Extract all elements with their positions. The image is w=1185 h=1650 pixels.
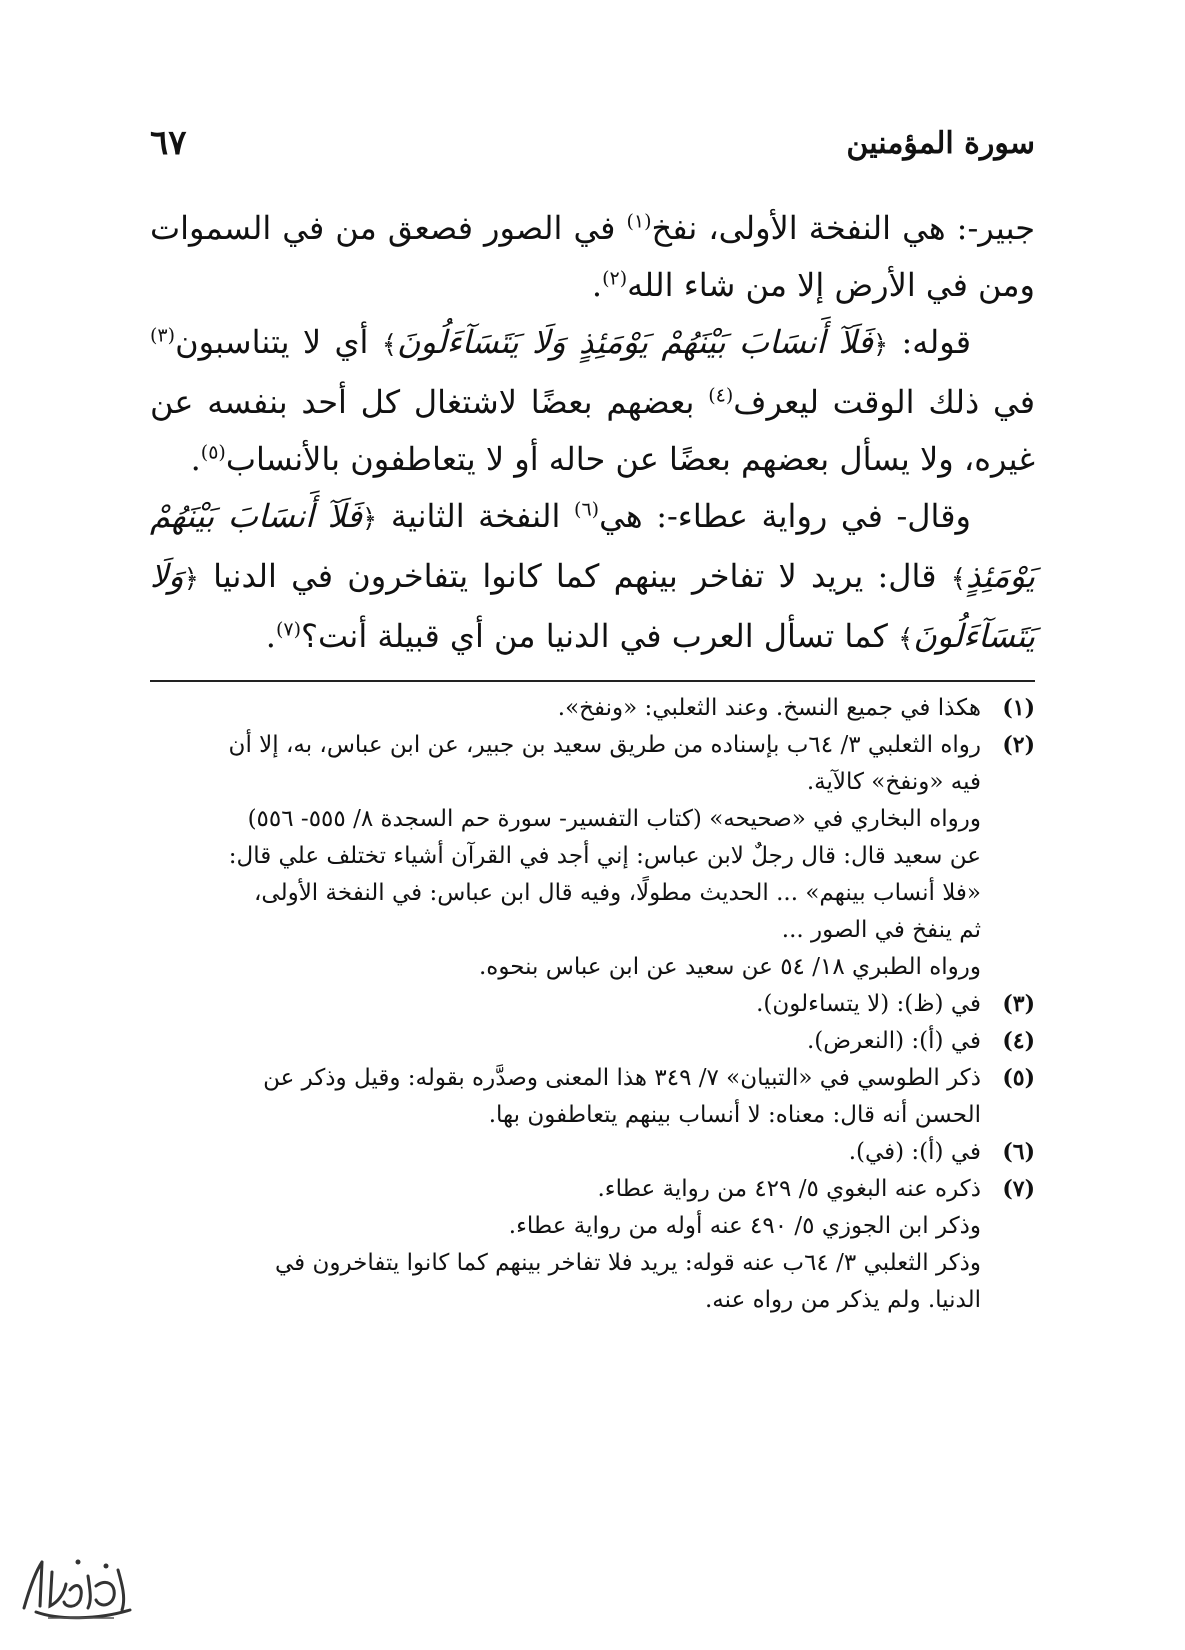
footnote-7 — [150, 1171, 1035, 1208]
footnotes — [150, 690, 1035, 1319]
footnote-line: وذكر ابن الجوزي ٥/ ٤٩٠ عنه أوله من رواية عطاء. — [508, 1213, 981, 1239]
quran-bracket-close: ﴾ — [898, 624, 914, 654]
quran-verse: فَلَآ أَنسَابَ بَيْنَهُمْ يَوْمَئِذٍ — [150, 497, 1035, 595]
footnote-line: رواه الثعلبي ٣/ ٦٤ب بإسناده من طريق سعيد بن جبير، عن ابن عباس، به، إلا أن — [228, 732, 981, 758]
footnote-ref-3[interactable]: (٣) — [150, 324, 176, 347]
paragraph-3 — [150, 488, 1035, 668]
footnote-number: (٧) — [1002, 1176, 1035, 1202]
footnote-ref-7[interactable]: (٧) — [275, 618, 302, 641]
footnote-number: (١) — [1002, 695, 1035, 721]
text-span: جبير-: هي النفخة الأولى، نفخ — [651, 209, 1036, 247]
main-text — [150, 200, 1035, 668]
footnote-line: هكذا في جميع النسخ. وعند الثعلبي: «ونفخ». — [557, 695, 981, 721]
text-span: في الصور فصعق من في السموات ومن في الأرض إلا من شاء الله — [150, 209, 1035, 304]
quran-bracket-close: ﴾ — [381, 330, 397, 360]
footnote-line: عن سعيد قال: قال رجلٌ لابن عباس: إني أجد في القرآن أشياء تختلف علي قال: — [228, 843, 981, 869]
footnote-line: في (أ): (في). — [848, 1139, 981, 1165]
quran-verse: فَلَآ أَنسَابَ بَيْنَهُمْ يَوْمَئِذٍ وَلَا يَتَسَآءَلُونَ — [396, 323, 873, 361]
footnote-6 — [150, 1134, 1035, 1171]
footnote-number: (٥) — [1002, 1065, 1035, 1091]
surah-title: سورة المؤمنين — [846, 125, 1035, 161]
text-span: . — [591, 266, 603, 304]
footnote-text — [150, 727, 981, 801]
footnote-3 — [150, 986, 1035, 1023]
quran-bracket-open: ﴿ — [872, 330, 889, 360]
text-span: كما تسأل العرب في الدنيا من أي قبيلة أنت؟ — [301, 617, 899, 655]
library-seal-logo — [18, 1550, 136, 1628]
text-span: في ذلك الوقت ليعرف — [733, 383, 1036, 421]
footnote-text — [150, 986, 981, 1023]
footnote-text — [150, 1023, 981, 1060]
footnote-ref-5[interactable]: (٥) — [200, 441, 226, 464]
text-span: أي لا يتناسبون — [175, 323, 382, 361]
footnote-line: ذكره عنه البغوي ٥/ ٤٢٩ من رواية عطاء. — [597, 1176, 981, 1202]
footnote-number: (٣) — [1002, 991, 1035, 1017]
footnote-line: ورواه الطبري ١٨/ ٥٤ عن سعيد عن ابن عباس بنحوه. — [479, 954, 981, 980]
footnote-line: ثم ينفخ في الصور ... — [781, 917, 981, 943]
page-header — [150, 118, 1035, 168]
footnote-number: (٢) — [1002, 732, 1035, 758]
footnote-text — [150, 690, 981, 727]
text-span: النفخة الثانية — [377, 497, 575, 535]
footnote-line: الدنيا. ولم يذكر من رواه عنه. — [704, 1287, 981, 1313]
footnote-line: ورواه البخاري في «صحيحه» (كتاب التفسير- سورة حم السجدة ٨/ ٥٥٥- ٥٥٦) — [247, 806, 981, 832]
quran-bracket-open: ﴿ — [362, 504, 378, 534]
footnote-5 — [150, 1060, 1035, 1134]
quran-bracket-open: ﴿ — [183, 564, 199, 594]
text-span: بعضهم بعضًا لاشتغال كل أحد بنفسه عن غيره، ولا يسأل بعضهم بعضًا عن حاله أو لا يتعاطفون بالأنساب — [150, 383, 1035, 478]
footnote-line: فيه «ونفخ» كالآية. — [806, 769, 981, 795]
text-span: قال: يريد لا تفاخر بينهم كما كانوا يتفاخرون في الدنيا — [198, 557, 951, 595]
page-number: ٦٧ — [150, 123, 187, 163]
text-span: . — [190, 440, 201, 478]
footnote-ref-1[interactable]: (١) — [626, 210, 652, 233]
footnote-number: (٤) — [1002, 1028, 1035, 1054]
footnote-line: في (ظ): (لا يتساءلون). — [756, 991, 981, 1017]
footnote-text — [150, 1134, 981, 1171]
footnote-line: «فلا أنساب بينهم» ... الحديث مطولًا، وفيه قال ابن عباس: في النفخة الأولى، — [253, 880, 981, 906]
text-span: . — [265, 617, 276, 655]
footnote-ref-4[interactable]: (٤) — [708, 384, 734, 407]
footnote-line: الحسن أنه قال: معناه: لا أنساب بينهم يتعاطفون بها. — [488, 1102, 981, 1128]
footnote-number: (٦) — [1002, 1139, 1035, 1165]
quran-verse: وَلَا يَتَسَآءَلُونَ — [150, 557, 1035, 655]
quran-bracket-close: ﴾ — [950, 564, 966, 594]
footnote-separator — [150, 680, 1035, 682]
footnote-1 — [150, 690, 1035, 727]
paragraph-2 — [150, 314, 1035, 488]
footnote-ref-6[interactable]: (٦) — [574, 498, 600, 521]
footnote-text — [150, 1060, 981, 1134]
text-span: قوله: — [888, 323, 972, 361]
footnote-text — [150, 1171, 981, 1208]
footnote-line: ذكر الطوسي في «التبيان» ٧/ ٣٤٩ هذا المعنى وصدَّره بقوله: وقيل وذكر عن — [263, 1065, 981, 1091]
footnote-ref-2[interactable]: (٢) — [602, 267, 628, 290]
footnote-line: وذكر الثعلبي ٣/ ٦٤ب عنه قوله: يريد فلا تفاخر بينهم كما كانوا يتفاخرون في — [274, 1250, 981, 1276]
footnote-2 — [150, 727, 1035, 801]
footnote-4 — [150, 1023, 1035, 1060]
footnote-2-continuation — [150, 801, 1035, 986]
text-span: وقال- في رواية عطاء-: هي — [599, 497, 972, 535]
footnote-line: في (أ): (النعرض). — [806, 1028, 981, 1054]
paragraph-1 — [150, 200, 1035, 314]
footnote-7-continuation — [150, 1208, 1035, 1319]
